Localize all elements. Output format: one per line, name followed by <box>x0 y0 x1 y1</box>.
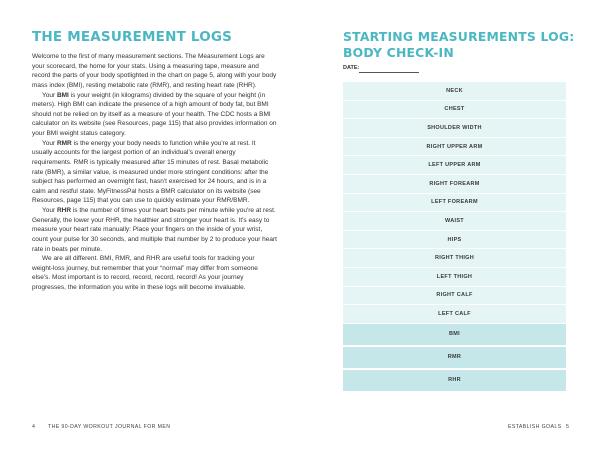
measurement-row[interactable]: RIGHT UPPER ARM <box>343 138 566 157</box>
measurement-row[interactable]: SHOULDER WIDTH <box>343 119 566 138</box>
log-title <box>343 29 574 60</box>
body-paragraph <box>32 254 277 293</box>
measurement-row[interactable]: WAIST <box>343 212 566 231</box>
text-run: Your <box>42 139 57 147</box>
log-title-line-1: STARTING MEASUREMENTS LOG: <box>343 29 575 44</box>
measurement-row[interactable]: LEFT FOREARM <box>343 194 566 213</box>
measurement-row[interactable]: RIGHT CALF <box>343 287 566 306</box>
date-field[interactable] <box>359 72 419 73</box>
text-run: Welcome to the first of many measurement sections. The Measurement Logs are your scorecard, the home for your stats. Using a measuring tape, measure and record the parts of your body spotlighted in the chart on page 5, along with your body mass index (BMI), resting metabolic rate (RMR), and resting heart rate (RHR). <box>32 53 277 89</box>
term-highlight: RHR <box>56 207 72 214</box>
measurement-row[interactable]: HIPS <box>343 231 566 250</box>
measurement-row[interactable]: RIGHT THIGH <box>343 249 566 268</box>
term-highlight: BMI <box>56 91 69 99</box>
date-label: DATE: <box>343 65 360 71</box>
right-page <box>300 0 600 450</box>
measurement-table <box>343 82 566 393</box>
vital-row[interactable]: RMR <box>343 347 566 370</box>
text-run: Your <box>42 91 57 99</box>
vital-row[interactable]: RHR <box>343 370 566 393</box>
measurement-row[interactable]: NECK <box>343 82 566 101</box>
page-number-left: 4 <box>32 424 36 430</box>
text-run: is the energy your body needs to function while you're at rest. It usually accounts for the largest portion of an individual's overall energy requirements. RMR is typically measured after 15 minutes of rest. Basal metabolic rate (BMR), a similar value, is measured under more stringent conditions: after the subject has performed an overnight fast, hasn't exercised for 24 hours, and is in a calm and restful state. MyFitnessPal hosts a BMR calculator on its website (see Resources, page 115) that you can use to quickly estimate your RMR/BMR. <box>32 139 269 205</box>
measurement-row[interactable]: LEFT THIGH <box>343 268 566 287</box>
body-text <box>32 52 277 293</box>
term-highlight: RMR <box>56 139 72 147</box>
measurement-row[interactable]: LEFT UPPER ARM <box>343 156 566 175</box>
body-paragraph <box>32 206 277 254</box>
log-title-line-2: BODY CHECK-IN <box>343 44 454 60</box>
body-paragraph <box>32 52 277 91</box>
section-title: THE MEASUREMENT LOGS <box>32 29 233 45</box>
text-run: is the number of times your heart beats per minute while you're at rest. Generally, the lower your RHR, the healthier and stronger your heart is. It's easy to measure your heart rate manually: Place your fingers on the inside of your wrist, count your pulse for 30 seconds, and multiple that number by 2 to produce your heart rate in beats per minute. <box>32 207 277 253</box>
section-name: ESTABLISH GOALS <box>508 424 562 430</box>
vital-row[interactable]: BMI <box>343 324 566 347</box>
measurement-row[interactable]: CHEST <box>343 101 566 120</box>
text-run: Your <box>42 207 57 214</box>
measurement-row[interactable]: LEFT CALF <box>343 305 566 324</box>
measurement-row[interactable]: RIGHT FOREARM <box>343 175 566 194</box>
text-run: is your weight (in kilograms) divided by the square of your height (in meters). High BMI can indicate the presence of a high amount of body fat, but BMI should not be relied on by itself as a measure of your health. The CDC hosts a BMI calculator on its website (see Resources, page 115) that also provides information on your BMI weight status category. <box>32 91 277 137</box>
text-run: We are all different. BMI, RMR, and RHR are useful tools for tracking your weight-loss journey, but remember that your “normal” may differ from someone else's. Most important is to record, record, record, record! As your journey progresses, the information you write in these logs will become invaluable. <box>32 255 258 291</box>
page-number-right: 5 <box>566 424 570 430</box>
body-paragraph <box>32 139 277 206</box>
body-paragraph <box>32 91 277 139</box>
running-title: THE 90-DAY WORKOUT JOURNAL FOR MEN <box>48 424 171 430</box>
